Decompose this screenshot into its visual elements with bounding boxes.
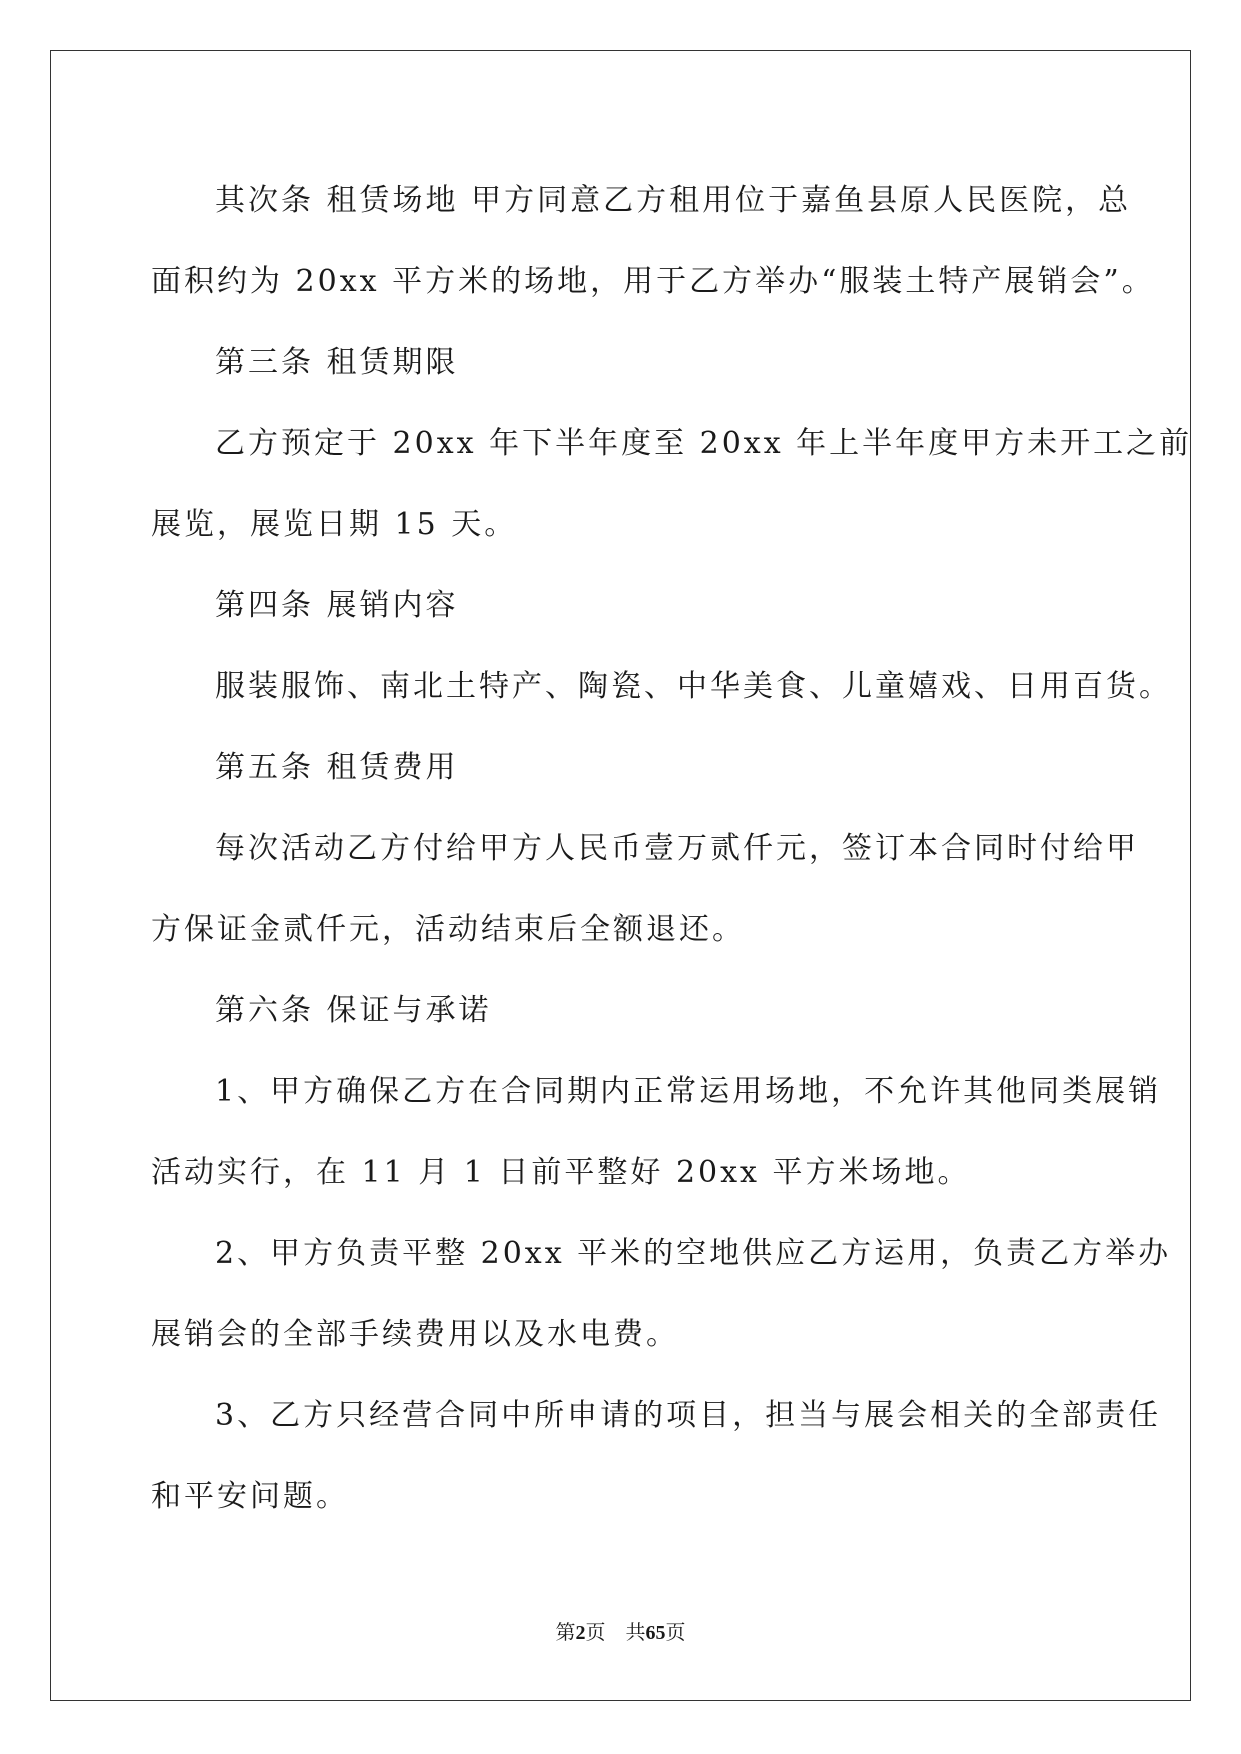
section-heading: 第四条 展销内容 xyxy=(215,588,459,623)
page-suffix: 页 xyxy=(585,1622,606,1644)
section-heading: 第五条 租赁费用 xyxy=(215,750,459,785)
total-suffix: 页 xyxy=(665,1622,686,1644)
paragraph-line: 方保证金贰仟元，活动结束后全额退还。 xyxy=(151,912,745,947)
paragraph-line: 2、甲方负责平整 20xx 平米的空地供应乙方运用，负责乙方举办 xyxy=(215,1236,1172,1271)
paragraph-line: 1、甲方确保乙方在合同期内正常运用场地，不允许其他同类展销 xyxy=(215,1074,1162,1109)
page-prefix: 第 xyxy=(555,1622,576,1644)
paragraph-line: 活动实行，在 11 月 1 日前平整好 20xx 平方米场地。 xyxy=(151,1155,971,1190)
section-heading: 第三条 租赁期限 xyxy=(215,345,459,380)
paragraph-line: 3、乙方只经营合同中所申请的项目，担当与展会相关的全部责任 xyxy=(215,1398,1162,1433)
total-pages: 65 xyxy=(645,1622,666,1644)
paragraph-line: 服装服饰、南北土特产、陶瓷、中华美食、儿童嬉戏、日用百货。 xyxy=(215,669,1172,704)
paragraph-line: 乙方预定于 20xx 年下半年度至 20xx 年上半年度甲方未开工之前 xyxy=(215,426,1193,461)
paragraph-line: 其次条 租赁场地 甲方同意乙方租用位于嘉鱼县原人民医院，总 xyxy=(215,183,1132,218)
paragraph-line: 和平安问题。 xyxy=(151,1479,349,1514)
paragraph-line: 展览，展览日期 15 天。 xyxy=(151,507,518,542)
paragraph-line: 展销会的全部手续费用以及水电费。 xyxy=(151,1317,679,1352)
paragraph-line: 面积约为 20xx 平方米的场地，用于乙方举办“服装土特产展销会”。 xyxy=(151,264,1155,299)
document-body xyxy=(151,160,1193,1537)
paragraph-line: 每次活动乙方付给甲方人民币壹万贰仟元，签订本合同时付给甲 xyxy=(215,831,1139,866)
page-number: 2 xyxy=(575,1622,586,1644)
section-heading: 第六条 保证与承诺 xyxy=(215,993,492,1028)
page-footer xyxy=(0,1616,1241,1645)
total-prefix: 共 xyxy=(625,1622,646,1644)
